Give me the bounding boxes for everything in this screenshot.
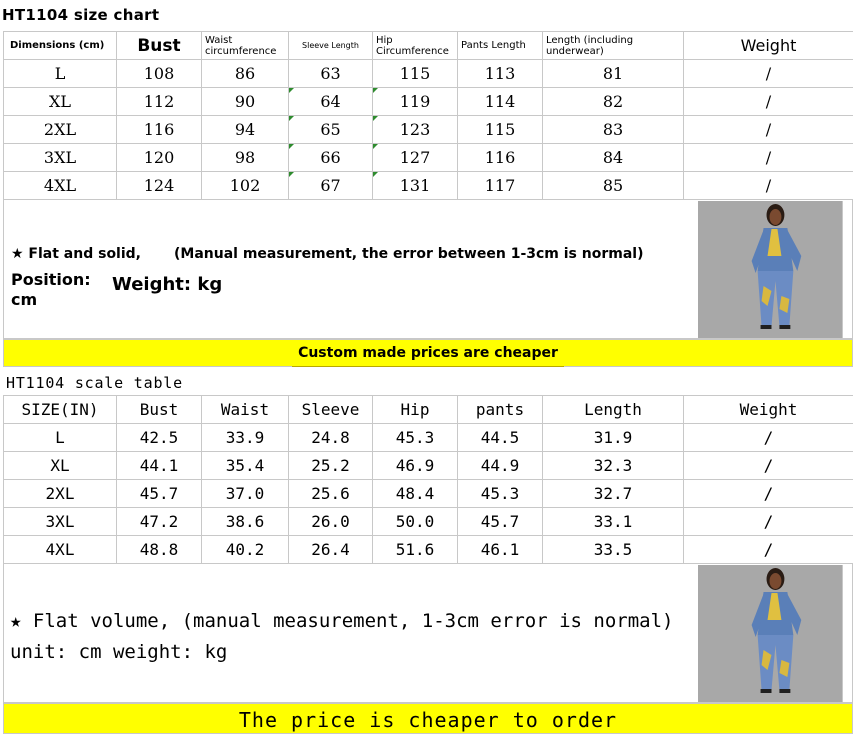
header-bust: Bust [117,32,202,60]
cell-pants: 115 [458,116,543,144]
cell-waist: 90 [202,88,289,116]
note-flat-solid: ★ Flat and solid, [11,246,141,262]
cell-waist: 40.2 [202,536,289,564]
cell-sleeve: 67 [289,172,373,200]
cell-waist: 86 [202,60,289,88]
cell-hip: 131 [373,172,458,200]
cell-weight: / [684,508,853,536]
header-length: Length (including underwear) [543,32,684,60]
header-weight: Weight [684,396,853,424]
cell-sleeve: 26.4 [289,536,373,564]
cell-pants: 44.5 [458,424,543,452]
cell-pants: 45.3 [458,480,543,508]
cell-waist: 98 [202,144,289,172]
cell-waist: 38.6 [202,508,289,536]
measurement-note-panel [3,199,853,339]
cell-sleeve: 24.8 [289,424,373,452]
cell-length: 32.3 [543,452,684,480]
cell-length: 32.7 [543,480,684,508]
cell-pants: 117 [458,172,543,200]
cell-size: 2XL [4,116,117,144]
note-manual-measurement: (Manual measurement, the error between 1-3cm is normal) [174,246,644,262]
note-weight-unit: Weight: kg [112,274,223,295]
size-chart-title: HT1104 size chart [2,6,160,24]
custom-price-banner [3,339,853,367]
model-photo [698,565,843,702]
cell-bust: 112 [117,88,202,116]
cell-hip: 115 [373,60,458,88]
header-size-in: SIZE(IN) [4,396,117,424]
cell-weight: / [684,116,853,144]
table-row [4,116,853,144]
scale-table-inches [3,395,853,564]
cell-size: 2XL [4,480,117,508]
header-dimensions: Dimensions (cm) [4,32,117,60]
cell-size: 3XL [4,144,117,172]
header-waist: Waist [202,396,289,424]
cell-bust: 45.7 [117,480,202,508]
cell-sleeve: 64 [289,88,373,116]
table-row [4,536,853,564]
table-row [4,172,853,200]
cell-hip: 51.6 [373,536,458,564]
cell-weight: / [684,60,853,88]
cell-weight: / [684,144,853,172]
cell-bust: 120 [117,144,202,172]
cell-waist: 94 [202,116,289,144]
header-pants-length: Pants Length [458,32,543,60]
cell-length: 84 [543,144,684,172]
cell-sleeve: 63 [289,60,373,88]
cell-weight: / [684,480,853,508]
cell-hip: 45.3 [373,424,458,452]
table-row [4,508,853,536]
cell-length: 83 [543,116,684,144]
table-row [4,424,853,452]
cell-size: 4XL [4,536,117,564]
note-position: Position: cm [11,270,91,309]
cell-size: L [4,60,117,88]
cell-bust: 44.1 [117,452,202,480]
cell-hip: 48.4 [373,480,458,508]
scale-note-panel [3,563,853,703]
cell-size: L [4,424,117,452]
cell-sleeve: 26.0 [289,508,373,536]
header-length: Length [543,396,684,424]
cell-waist: 37.0 [202,480,289,508]
cell-length: 81 [543,60,684,88]
header-sleeve: Sleeve Length [289,32,373,60]
model-photo [698,201,843,338]
cell-weight: / [684,424,853,452]
cell-length: 82 [543,88,684,116]
cell-sleeve: 25.2 [289,452,373,480]
header-hip: Hip [373,396,458,424]
cell-length: 85 [543,172,684,200]
cell-weight: / [684,172,853,200]
header-sleeve: Sleeve [289,396,373,424]
header-pants: pants [458,396,543,424]
order-price-text: The price is cheaper to order [238,708,618,732]
cell-length: 33.1 [543,508,684,536]
cell-pants: 45.7 [458,508,543,536]
cell-bust: 42.5 [117,424,202,452]
header-weight: Weight [684,32,853,60]
cell-sleeve: 65 [289,116,373,144]
cell-pants: 114 [458,88,543,116]
cell-length: 33.5 [543,536,684,564]
cell-hip: 119 [373,88,458,116]
cell-pants: 44.9 [458,452,543,480]
cell-length: 31.9 [543,424,684,452]
table-header-row [4,396,853,424]
cell-sleeve: 66 [289,144,373,172]
cell-size: 4XL [4,172,117,200]
table-row [4,144,853,172]
cell-hip: 127 [373,144,458,172]
cell-bust: 48.8 [117,536,202,564]
cell-weight: / [684,452,853,480]
cell-sleeve: 25.6 [289,480,373,508]
cell-waist: 33.9 [202,424,289,452]
cell-size: XL [4,88,117,116]
cell-pants: 116 [458,144,543,172]
cell-weight: / [684,536,853,564]
table-row [4,452,853,480]
cell-bust: 47.2 [117,508,202,536]
cell-bust: 124 [117,172,202,200]
header-bust: Bust [117,396,202,424]
header-hip: Hip Circumference [373,32,458,60]
table-row [4,480,853,508]
size-chart-cm-table [3,31,853,200]
cell-weight: / [684,88,853,116]
note-flat-volume: ★ Flat volume, (manual measurement, 1-3cm error is normal) unit: cm weight: kg [10,610,674,663]
cell-waist: 102 [202,172,289,200]
cell-hip: 50.0 [373,508,458,536]
table-row [4,88,853,116]
table-header-row [4,32,853,60]
custom-price-text: Custom made prices are cheaper [292,340,564,367]
cell-bust: 116 [117,116,202,144]
scale-table-title: HT1104 scale table [6,374,183,392]
cell-hip: 46.9 [373,452,458,480]
order-price-banner [3,703,853,734]
cell-bust: 108 [117,60,202,88]
header-waist: Waist circumference [202,32,289,60]
cell-pants: 113 [458,60,543,88]
cell-size: XL [4,452,117,480]
cell-pants: 46.1 [458,536,543,564]
cell-waist: 35.4 [202,452,289,480]
table-row [4,60,853,88]
cell-size: 3XL [4,508,117,536]
cell-hip: 123 [373,116,458,144]
